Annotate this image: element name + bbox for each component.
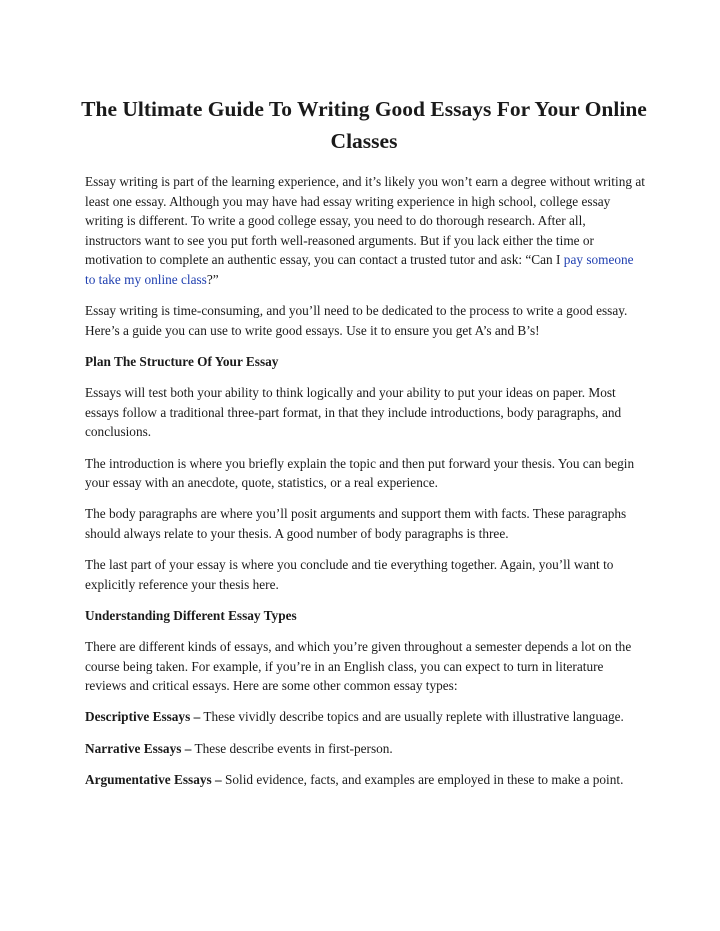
document-body xyxy=(85,172,645,801)
paragraph-3: Essays will test both your ability to think logically and your ability to put your ideas on paper. Most essays follow a traditional three-part format, in that they include introductions, body paragraphs, and conclusions. xyxy=(85,385,622,440)
essay-type-description: Solid evidence, facts, and examples are employed in these to make a point. xyxy=(221,771,624,787)
essay-type-description: These vividly describe topics and are usually replete with illustrative language. xyxy=(200,709,624,725)
essay-type-narrative xyxy=(85,739,645,759)
pay-someone-link[interactable]: pay someone to take my online class xyxy=(85,252,634,287)
heading-plan-structure: Plan The Structure Of Your Essay xyxy=(85,353,279,369)
intro-text: Essay writing is part of the learning experience, and it’s likely you won’t earn a degree without writing at least one essay. Although you may have had essay writing experience in high school, college essay writing is different. To write a good college essay, you need to do thorough research. After all, instructors want to see you put forth well-reasoned arguments. But if you lack either the time or motivation to complete an authentic essay, you can contact a trusted tutor and ask: “Can I xyxy=(85,174,645,268)
essay-type-term: Narrative Essays – xyxy=(85,740,192,756)
essay-type-descriptive xyxy=(85,707,645,727)
paragraph-7: There are different kinds of essays, and which you’re given throughout a semester depends a lot on the course being taken. For example, if you’re in an English class, you can expect to turn in literature reviews and critical essays. Here are some other common essay types: xyxy=(85,639,632,694)
essay-type-description: These describe events in first-person. xyxy=(191,740,393,756)
paragraph-4: The introduction is where you briefly explain the topic and then put forward your thesis. You can begin your essay with an anecdote, quote, statistics, or a real experience. xyxy=(85,455,635,491)
intro-text-end: ?” xyxy=(206,271,219,287)
paragraph-5: The body paragraphs are where you’ll posit arguments and support them with facts. These paragraphs should always relate to your thesis. A good number of body paragraphs is three. xyxy=(85,506,627,541)
paragraph-6: The last part of your essay is where you conclude and tie everything together. Again, you’ll want to explicitly reference your thesis here. xyxy=(85,557,614,592)
paragraph-2: Essay writing is time-consuming, and you’ll need to be dedicated to the process to write a good essay. Here’s a guide you can use to write good essays. Use it to ensure you get A’s and B’s! xyxy=(85,303,628,338)
document-title: The Ultimate Guide To Writing Good Essays For Your Online Classes xyxy=(81,97,647,153)
essay-type-argumentative xyxy=(85,770,645,790)
essay-type-term: Descriptive Essays – xyxy=(85,709,201,725)
intro-paragraph xyxy=(85,172,645,290)
essay-type-term: Argumentative Essays – xyxy=(85,771,222,787)
heading-essay-types: Understanding Different Essay Types xyxy=(85,607,297,623)
